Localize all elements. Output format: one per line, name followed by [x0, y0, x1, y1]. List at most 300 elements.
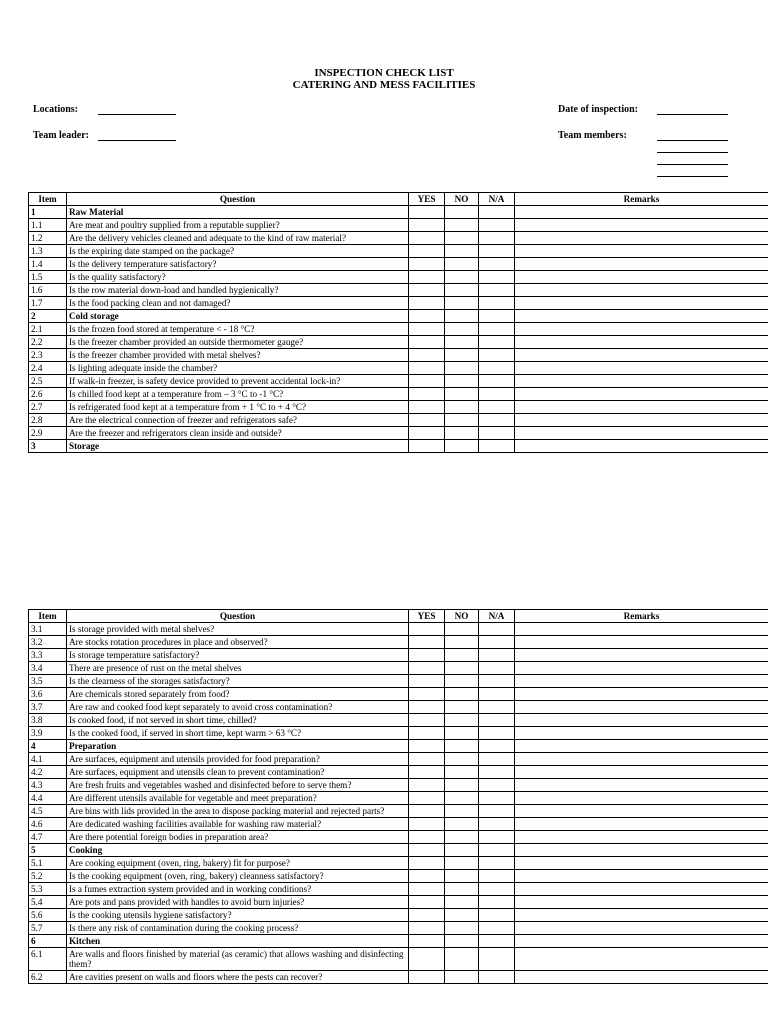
na-cell[interactable] [479, 206, 515, 219]
item-number: 2.5 [29, 375, 67, 388]
question-text: Is the freezer chamber provided an outside thermometer gauge? [67, 336, 409, 349]
na-cell[interactable] [479, 883, 515, 896]
column-header-yes: YES [409, 193, 445, 206]
yes-cell[interactable] [409, 219, 445, 232]
question-text: Are walls and floors finished by material (as ceramic) that allows washing and disinfecting them? [67, 948, 409, 971]
table-row [29, 219, 768, 232]
no-cell[interactable] [445, 909, 479, 922]
na-cell[interactable] [479, 388, 515, 401]
question-text: Is storage temperature satisfactory? [67, 649, 409, 662]
remarks-cell[interactable] [515, 753, 768, 766]
na-cell[interactable] [479, 766, 515, 779]
na-cell[interactable] [479, 701, 515, 714]
table-row [29, 284, 768, 297]
remarks-cell[interactable] [515, 818, 768, 831]
table-row [29, 323, 768, 336]
item-number: 3.4 [29, 662, 67, 675]
remarks-cell[interactable] [515, 779, 768, 792]
yes-cell[interactable] [409, 779, 445, 792]
question-text: Are different utensils available for vegetable and meet preparation? [67, 792, 409, 805]
yes-cell[interactable] [409, 623, 445, 636]
na-cell[interactable] [479, 740, 515, 753]
remarks-cell[interactable] [515, 649, 768, 662]
remarks-cell[interactable] [515, 740, 768, 753]
yes-cell[interactable] [409, 245, 445, 258]
question-text: Are fresh fruits and vegetables washed and disinfected before to serve them? [67, 779, 409, 792]
item-number: 5.3 [29, 883, 67, 896]
yes-cell[interactable] [409, 349, 445, 362]
na-cell[interactable] [479, 753, 515, 766]
question-text: Are raw and cooked food kept separately to avoid cross contamination? [67, 701, 409, 714]
na-cell[interactable] [479, 271, 515, 284]
document-title: INSPECTION CHECK LIST [314, 67, 454, 79]
yes-cell[interactable] [409, 675, 445, 688]
team-member-field-4[interactable] [657, 176, 728, 177]
yes-cell[interactable] [409, 844, 445, 857]
na-cell[interactable] [479, 870, 515, 883]
item-number: 3.3 [29, 649, 67, 662]
yes-cell[interactable] [409, 310, 445, 323]
na-cell[interactable] [479, 909, 515, 922]
section-title: Cooking [67, 844, 409, 857]
remarks-cell[interactable] [515, 623, 768, 636]
column-header-remarks: Remarks [515, 193, 768, 206]
no-cell[interactable] [445, 414, 479, 427]
na-cell[interactable] [479, 440, 515, 453]
no-cell[interactable] [445, 623, 479, 636]
table-row [29, 727, 768, 740]
team-member-field-3[interactable] [657, 164, 728, 165]
column-header-question: Question [67, 193, 409, 206]
yes-cell[interactable] [409, 414, 445, 427]
team-member-field-1[interactable] [657, 140, 728, 141]
na-cell[interactable] [479, 948, 515, 971]
item-number: 4.4 [29, 792, 67, 805]
no-cell[interactable] [445, 375, 479, 388]
table-row [29, 662, 768, 675]
remarks-cell[interactable] [515, 883, 768, 896]
no-cell[interactable] [445, 831, 479, 844]
remarks-cell[interactable] [515, 896, 768, 909]
yes-cell[interactable] [409, 440, 445, 453]
item-number: 5.2 [29, 870, 67, 883]
remarks-cell[interactable] [515, 440, 768, 453]
yes-cell[interactable] [409, 883, 445, 896]
no-cell[interactable] [445, 971, 479, 984]
question-text: Is the cooking equipment (oven, ring, bakery) cleanness satisfactory? [67, 870, 409, 883]
question-text: Is the frozen food stored at temperature < - 18 °C? [67, 323, 409, 336]
na-cell[interactable] [479, 636, 515, 649]
na-cell[interactable] [479, 792, 515, 805]
table-row [29, 714, 768, 727]
yes-cell[interactable] [409, 714, 445, 727]
no-cell[interactable] [445, 779, 479, 792]
yes-cell[interactable] [409, 740, 445, 753]
item-number: 4.7 [29, 831, 67, 844]
column-header-remarks: Remarks [515, 610, 768, 623]
na-cell[interactable] [479, 727, 515, 740]
item-number: 3.7 [29, 701, 67, 714]
yes-cell[interactable] [409, 805, 445, 818]
item-number: 3.6 [29, 688, 67, 701]
table-row [29, 909, 768, 922]
question-text: There are presence of rust on the metal shelves [67, 662, 409, 675]
item-number: 1 [29, 206, 67, 219]
na-cell[interactable] [479, 844, 515, 857]
no-cell[interactable] [445, 206, 479, 219]
yes-cell[interactable] [409, 753, 445, 766]
yes-cell[interactable] [409, 818, 445, 831]
yes-cell[interactable] [409, 401, 445, 414]
na-cell[interactable] [479, 375, 515, 388]
remarks-cell[interactable] [515, 362, 768, 375]
table-row [29, 896, 768, 909]
na-cell[interactable] [479, 675, 515, 688]
column-header-no: NO [445, 193, 479, 206]
no-cell[interactable] [445, 232, 479, 245]
yes-cell[interactable] [409, 971, 445, 984]
remarks-cell[interactable] [515, 206, 768, 219]
yes-cell[interactable] [409, 636, 445, 649]
remarks-cell[interactable] [515, 675, 768, 688]
question-text: Are the delivery vehicles cleaned and adequate to the kind of raw material? [67, 232, 409, 245]
question-text: Is the cooking utensils hygiene satisfactory? [67, 909, 409, 922]
section-title: Cold storage [67, 310, 409, 323]
no-cell[interactable] [445, 714, 479, 727]
no-cell[interactable] [445, 948, 479, 971]
na-cell[interactable] [479, 232, 515, 245]
yes-cell[interactable] [409, 766, 445, 779]
item-number: 1.5 [29, 271, 67, 284]
remarks-cell[interactable] [515, 701, 768, 714]
no-cell[interactable] [445, 766, 479, 779]
column-header-na: N/A [479, 610, 515, 623]
no-cell[interactable] [445, 935, 479, 948]
na-cell[interactable] [479, 258, 515, 271]
na-cell[interactable] [479, 310, 515, 323]
remarks-cell[interactable] [515, 271, 768, 284]
item-number: 2 [29, 310, 67, 323]
na-cell[interactable] [479, 922, 515, 935]
na-cell[interactable] [479, 336, 515, 349]
item-number: 2.8 [29, 414, 67, 427]
yes-cell[interactable] [409, 870, 445, 883]
na-cell[interactable] [479, 688, 515, 701]
no-cell[interactable] [445, 401, 479, 414]
remarks-cell[interactable] [515, 258, 768, 271]
na-cell[interactable] [479, 427, 515, 440]
no-cell[interactable] [445, 440, 479, 453]
table-row [29, 362, 768, 375]
item-number: 4 [29, 740, 67, 753]
na-cell[interactable] [479, 349, 515, 362]
remarks-cell[interactable] [515, 636, 768, 649]
table-row [29, 766, 768, 779]
section-row [29, 310, 768, 323]
remarks-cell[interactable] [515, 766, 768, 779]
no-cell[interactable] [445, 245, 479, 258]
checklist-table-1 [28, 192, 768, 453]
column-header-yes: YES [409, 610, 445, 623]
yes-cell[interactable] [409, 271, 445, 284]
question-text: Are surfaces, equipment and utensils clean to prevent contamination? [67, 766, 409, 779]
no-cell[interactable] [445, 818, 479, 831]
item-number: 1.2 [29, 232, 67, 245]
na-cell[interactable] [479, 219, 515, 232]
remarks-cell[interactable] [515, 971, 768, 984]
no-cell[interactable] [445, 284, 479, 297]
na-cell[interactable] [479, 857, 515, 870]
item-number: 2.7 [29, 401, 67, 414]
remarks-cell[interactable] [515, 935, 768, 948]
item-number: 6.1 [29, 948, 67, 971]
table-row [29, 375, 768, 388]
remarks-cell[interactable] [515, 909, 768, 922]
remarks-cell[interactable] [515, 870, 768, 883]
no-cell[interactable] [445, 362, 479, 375]
na-cell[interactable] [479, 831, 515, 844]
locations-label: Locations: [33, 104, 78, 115]
yes-cell[interactable] [409, 857, 445, 870]
question-text: Are cooking equipment (oven, ring, bakery) fit for purpose? [67, 857, 409, 870]
item-number: 4.6 [29, 818, 67, 831]
no-cell[interactable] [445, 701, 479, 714]
remarks-cell[interactable] [515, 922, 768, 935]
na-cell[interactable] [479, 935, 515, 948]
item-number: 4.1 [29, 753, 67, 766]
na-cell[interactable] [479, 362, 515, 375]
table-row [29, 675, 768, 688]
no-cell[interactable] [445, 896, 479, 909]
no-cell[interactable] [445, 883, 479, 896]
remarks-cell[interactable] [515, 714, 768, 727]
remarks-cell[interactable] [515, 662, 768, 675]
na-cell[interactable] [479, 805, 515, 818]
table-row [29, 922, 768, 935]
yes-cell[interactable] [409, 896, 445, 909]
section-row [29, 935, 768, 948]
table-row [29, 245, 768, 258]
na-cell[interactable] [479, 818, 515, 831]
no-cell[interactable] [445, 870, 479, 883]
table-row [29, 883, 768, 896]
table-row [29, 805, 768, 818]
remarks-cell[interactable] [515, 245, 768, 258]
na-cell[interactable] [479, 323, 515, 336]
no-cell[interactable] [445, 649, 479, 662]
question-text: Is the clearness of the storages satisfactory? [67, 675, 409, 688]
question-text: Are the electrical connection of freezer and refrigerators safe? [67, 414, 409, 427]
section-title: Raw Material [67, 206, 409, 219]
na-cell[interactable] [479, 649, 515, 662]
question-text: Is a fumes extraction system provided and in working conditions? [67, 883, 409, 896]
no-cell[interactable] [445, 427, 479, 440]
na-cell[interactable] [479, 297, 515, 310]
remarks-cell[interactable] [515, 831, 768, 844]
no-cell[interactable] [445, 219, 479, 232]
remarks-cell[interactable] [515, 336, 768, 349]
question-text: Are meat and poultry supplied from a reputable supplier? [67, 219, 409, 232]
table-row [29, 636, 768, 649]
na-cell[interactable] [479, 896, 515, 909]
no-cell[interactable] [445, 271, 479, 284]
no-cell[interactable] [445, 688, 479, 701]
section-title: Preparation [67, 740, 409, 753]
na-cell[interactable] [479, 284, 515, 297]
date-of-inspection-label: Date of inspection: [558, 104, 638, 115]
question-text: Are bins with lids provided in the area to dispose packing material and rejected parts? [67, 805, 409, 818]
remarks-cell[interactable] [515, 427, 768, 440]
no-cell[interactable] [445, 844, 479, 857]
na-cell[interactable] [479, 414, 515, 427]
yes-cell[interactable] [409, 948, 445, 971]
remarks-cell[interactable] [515, 349, 768, 362]
item-number: 4.5 [29, 805, 67, 818]
yes-cell[interactable] [409, 284, 445, 297]
no-cell[interactable] [445, 857, 479, 870]
na-cell[interactable] [479, 779, 515, 792]
yes-cell[interactable] [409, 935, 445, 948]
no-cell[interactable] [445, 349, 479, 362]
na-cell[interactable] [479, 623, 515, 636]
no-cell[interactable] [445, 675, 479, 688]
remarks-cell[interactable] [515, 844, 768, 857]
question-text: Is cooked food, if not served in short time, chilled? [67, 714, 409, 727]
table-row [29, 414, 768, 427]
question-text: Is refrigerated food kept at a temperature from + 1 °C to + 4 °C? [67, 401, 409, 414]
yes-cell[interactable] [409, 831, 445, 844]
table-row [29, 401, 768, 414]
section-title: Kitchen [67, 935, 409, 948]
remarks-cell[interactable] [515, 232, 768, 245]
item-number: 3.8 [29, 714, 67, 727]
item-number: 3.2 [29, 636, 67, 649]
remarks-cell[interactable] [515, 297, 768, 310]
yes-cell[interactable] [409, 232, 445, 245]
remarks-cell[interactable] [515, 688, 768, 701]
yes-cell[interactable] [409, 688, 445, 701]
table-row [29, 831, 768, 844]
no-cell[interactable] [445, 258, 479, 271]
yes-cell[interactable] [409, 388, 445, 401]
question-text: Are surfaces, equipment and utensils provided for food preparation? [67, 753, 409, 766]
remarks-cell[interactable] [515, 375, 768, 388]
table-row [29, 349, 768, 362]
table-row [29, 258, 768, 271]
yes-cell[interactable] [409, 297, 445, 310]
question-text: Is lighting adequate inside the chamber? [67, 362, 409, 375]
section-title: Storage [67, 440, 409, 453]
remarks-cell[interactable] [515, 805, 768, 818]
item-number: 1.1 [29, 219, 67, 232]
no-cell[interactable] [445, 753, 479, 766]
na-cell[interactable] [479, 662, 515, 675]
yes-cell[interactable] [409, 336, 445, 349]
question-text: Are cavities present on walls and floors where the pests can recover? [67, 971, 409, 984]
no-cell[interactable] [445, 727, 479, 740]
locations-field[interactable] [98, 114, 176, 115]
no-cell[interactable] [445, 662, 479, 675]
yes-cell[interactable] [409, 427, 445, 440]
na-cell[interactable] [479, 714, 515, 727]
yes-cell[interactable] [409, 258, 445, 271]
question-text: Is the quality satisfactory? [67, 271, 409, 284]
no-cell[interactable] [445, 297, 479, 310]
yes-cell[interactable] [409, 375, 445, 388]
yes-cell[interactable] [409, 206, 445, 219]
no-cell[interactable] [445, 922, 479, 935]
remarks-cell[interactable] [515, 792, 768, 805]
yes-cell[interactable] [409, 922, 445, 935]
team-leader-label: Team leader: [33, 130, 90, 141]
remarks-cell[interactable] [515, 401, 768, 414]
item-number: 1.7 [29, 297, 67, 310]
remarks-cell[interactable] [515, 310, 768, 323]
question-text: Is the freezer chamber provided with metal shelves? [67, 349, 409, 362]
yes-cell[interactable] [409, 323, 445, 336]
team-members-label: Team members: [558, 130, 627, 141]
no-cell[interactable] [445, 805, 479, 818]
document-subtitle: CATERING AND MESS FACILITIES [292, 79, 476, 91]
na-cell[interactable] [479, 401, 515, 414]
remarks-cell[interactable] [515, 388, 768, 401]
table-row [29, 388, 768, 401]
no-cell[interactable] [445, 310, 479, 323]
yes-cell[interactable] [409, 701, 445, 714]
table-row [29, 857, 768, 870]
yes-cell[interactable] [409, 662, 445, 675]
table-row [29, 232, 768, 245]
table-row [29, 688, 768, 701]
yes-cell[interactable] [409, 792, 445, 805]
remarks-cell[interactable] [515, 857, 768, 870]
remarks-cell[interactable] [515, 284, 768, 297]
no-cell[interactable] [445, 388, 479, 401]
no-cell[interactable] [445, 740, 479, 753]
table-row [29, 701, 768, 714]
no-cell[interactable] [445, 323, 479, 336]
no-cell[interactable] [445, 792, 479, 805]
yes-cell[interactable] [409, 727, 445, 740]
column-header-item: Item [29, 193, 67, 206]
remarks-cell[interactable] [515, 414, 768, 427]
team-member-field-2[interactable] [657, 152, 728, 153]
na-cell[interactable] [479, 971, 515, 984]
item-number: 5.7 [29, 922, 67, 935]
question-text: Is the row material down-load and handled hygienically? [67, 284, 409, 297]
date-of-inspection-field[interactable] [657, 114, 728, 115]
question-text: Is the expiring date stamped on the package? [67, 245, 409, 258]
na-cell[interactable] [479, 245, 515, 258]
item-number: 2.4 [29, 362, 67, 375]
team-leader-field[interactable] [98, 140, 176, 141]
table-row [29, 792, 768, 805]
question-text: Are there potential foreign bodies in preparation area? [67, 831, 409, 844]
item-number: 3.9 [29, 727, 67, 740]
no-cell[interactable] [445, 336, 479, 349]
yes-cell[interactable] [409, 649, 445, 662]
remarks-cell[interactable] [515, 323, 768, 336]
yes-cell[interactable] [409, 909, 445, 922]
item-number: 2.6 [29, 388, 67, 401]
question-text: Are pots and pans provided with handles to avoid burn injuries? [67, 896, 409, 909]
table-row [29, 336, 768, 349]
no-cell[interactable] [445, 636, 479, 649]
yes-cell[interactable] [409, 362, 445, 375]
remarks-cell[interactable] [515, 727, 768, 740]
remarks-cell[interactable] [515, 219, 768, 232]
remarks-cell[interactable] [515, 948, 768, 971]
